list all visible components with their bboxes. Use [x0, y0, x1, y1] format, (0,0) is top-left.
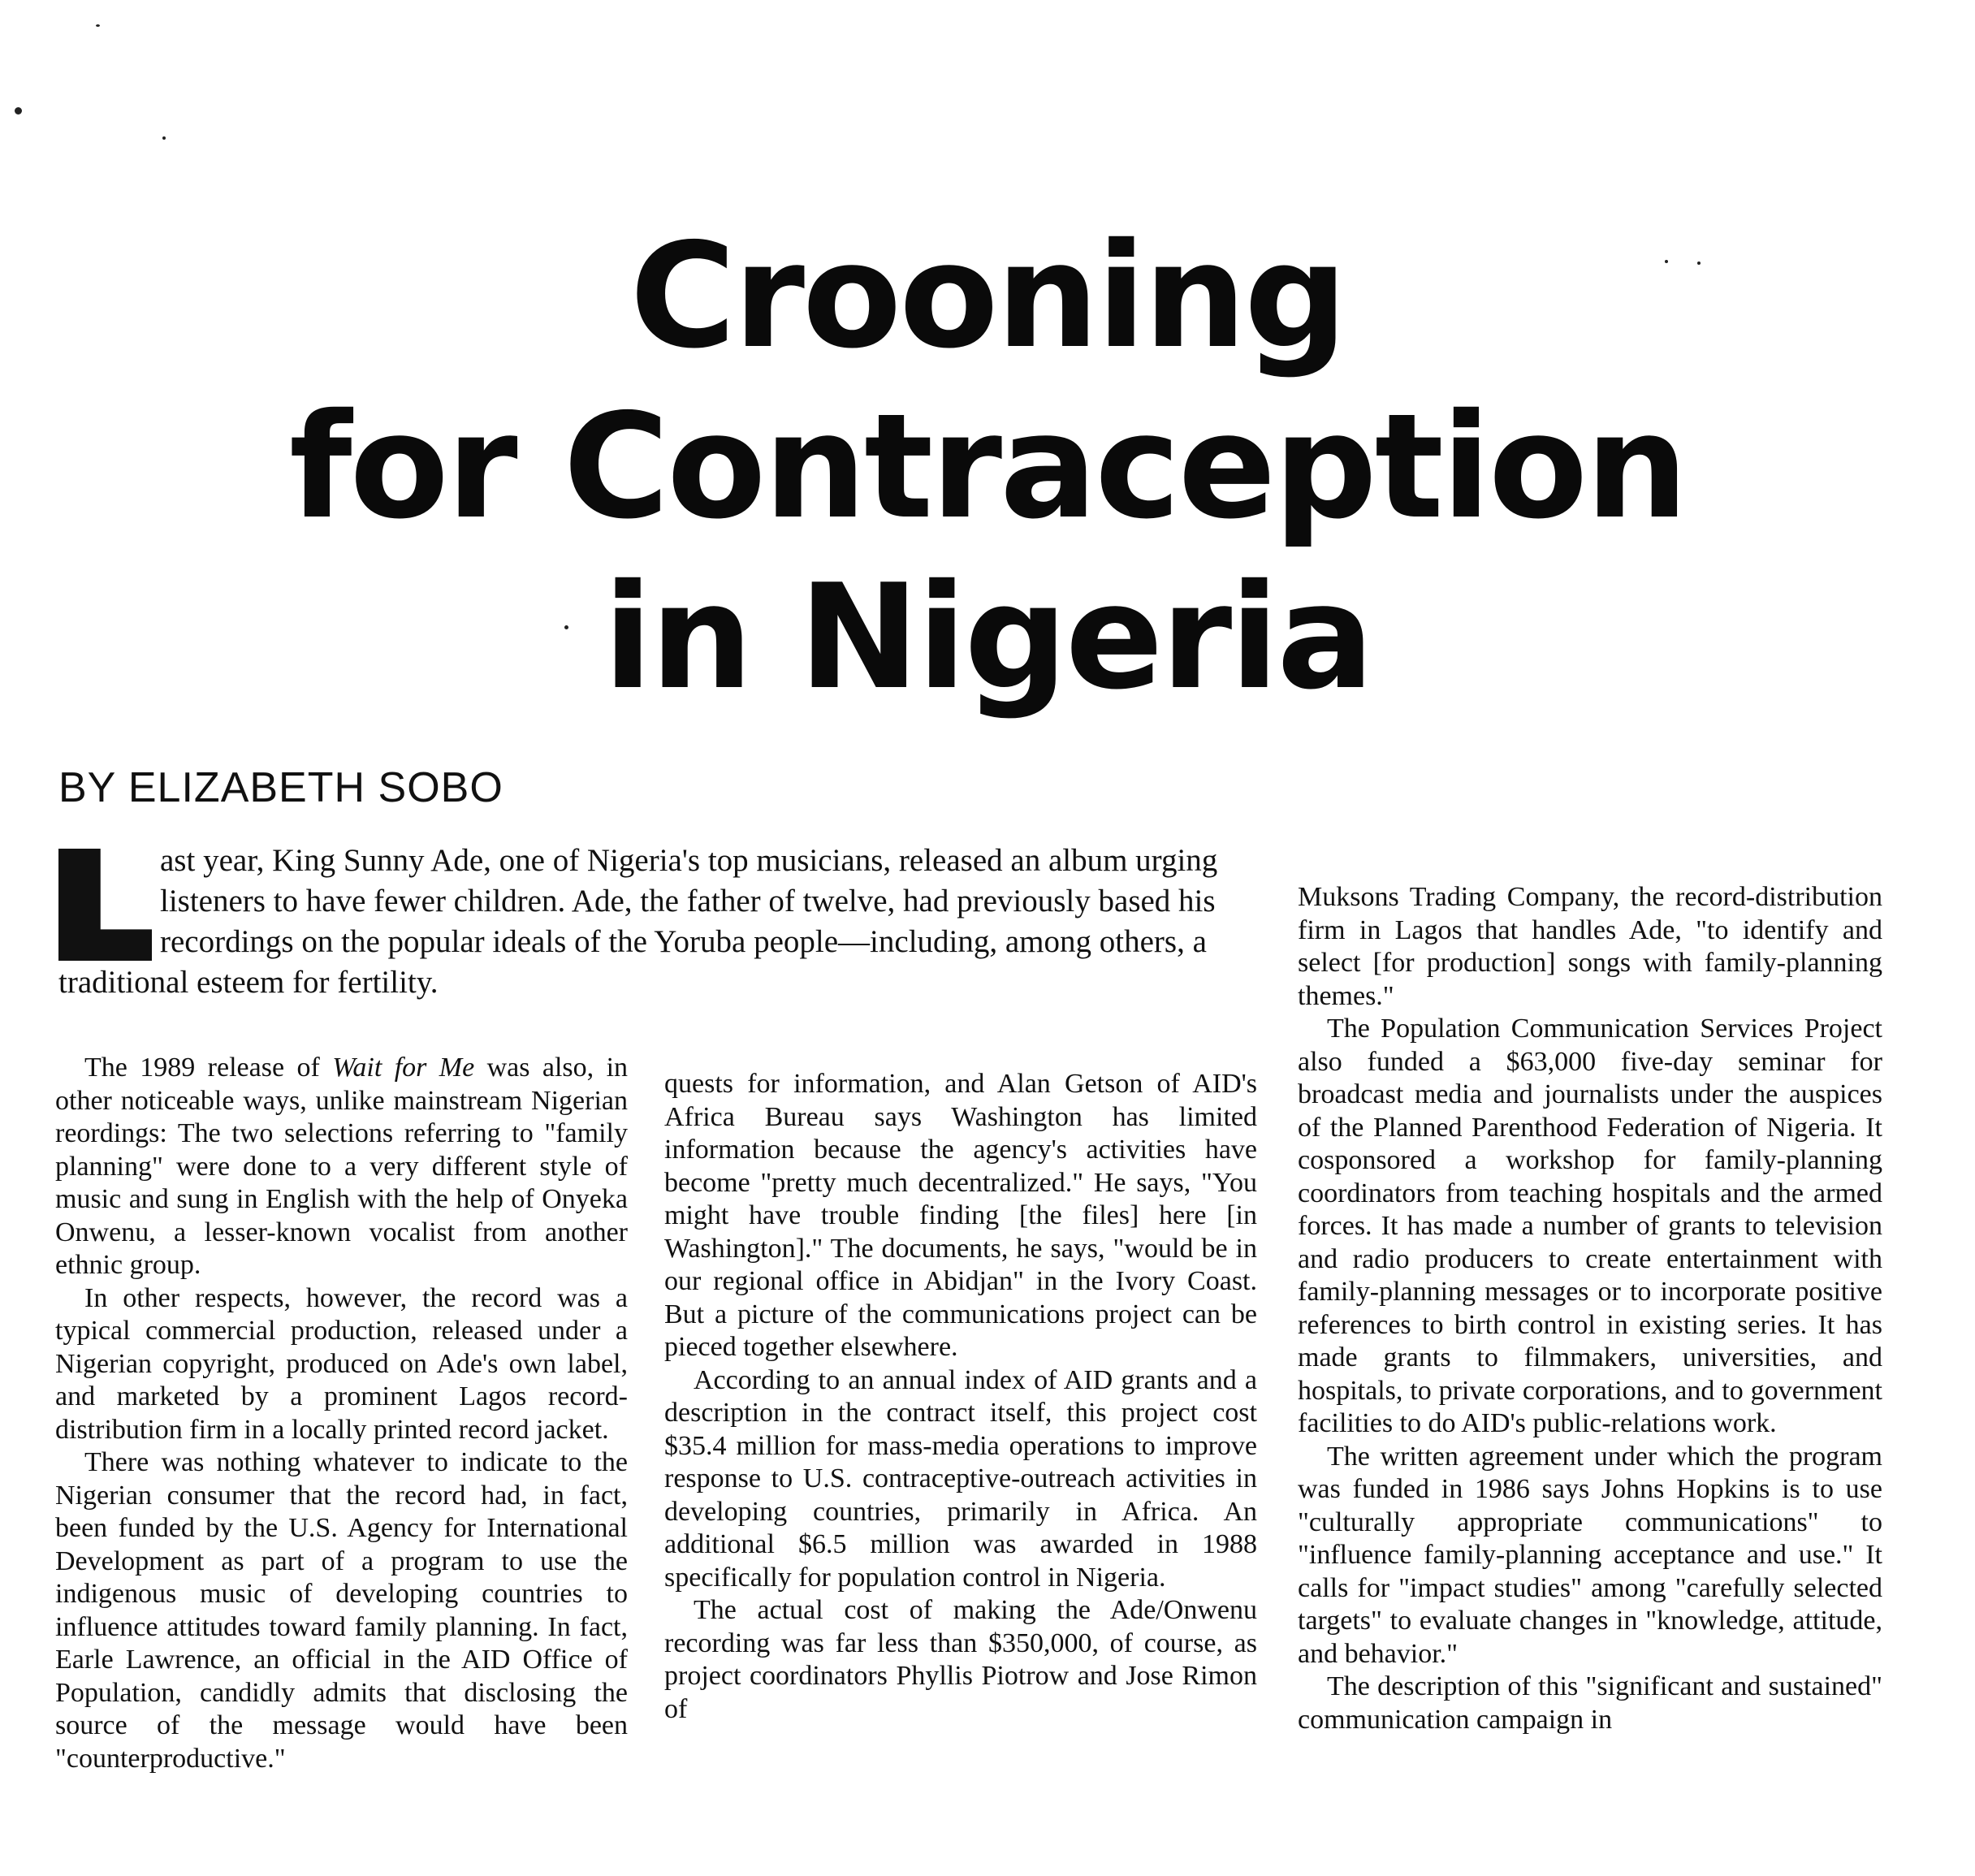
- lede-paragraph: [58, 841, 1268, 1003]
- article-column-3: [1298, 881, 1882, 1736]
- headline-line-2: for Contraception: [289, 383, 1686, 551]
- paragraph: The description of this "significant and sustained" communication campaign in: [1298, 1671, 1882, 1735]
- text-run: The 1989 release of: [84, 1053, 333, 1083]
- article-headline: [0, 211, 1975, 723]
- paragraph: There was nothing whatever to indicate to the Nigerian consumer that the record had, in fact, been funded by the U.S. Agency for International Development as part of a program to use the indigenous music of developing countries to influence attitudes toward family planning. In fact, Earle Lawrence, an official in the AID Office of Population, candidly admits that disclosing the source of the message would have been "counterproductive.": [55, 1447, 628, 1774]
- paragraph: [55, 1052, 628, 1282]
- text-run: was also, in other noticeable ways, unlike mainstream Nigerian reordings: The two selections referring to "family planning" were done to a very different style of music and sung in English with the help of Onyeka Onwenu, a lesser-known vocalist from another ethnic group.: [55, 1053, 629, 1280]
- paragraph: In other respects, however, the record was a typical commercial production, released under a Nigerian copyright, produced on Ade's own label, and marketed by a prominent Lagos record-distribution firm in a locally printed record jacket.: [55, 1282, 628, 1445]
- paragraph: quests for information, and Alan Getson of AID's Africa Bureau says Washington has limited information because the agency's activities have become "pretty much decentralized." He says, "You might have trouble finding [the files] here [in Washington]." The documents, he says, "would be in our regional office in Abidjan" in the Ivory Coast. But a picture of the communications project can be pieced together elsewhere.: [664, 1069, 1257, 1362]
- scan-speck: [96, 24, 100, 27]
- headline-line-1: Crooning: [629, 212, 1346, 380]
- scan-speck: [15, 107, 22, 115]
- paragraph: According to an annual index of AID grants and a description in the contract itself, this project cost $35.4 million for mass-media operations to improve response to U.S. contraceptive-outreach activities in developing countries, primarily in Africa. An additional $6.5 million was awarded in 1988 specifically for population control in Nigeria.: [664, 1364, 1257, 1593]
- paragraph: Muksons Trading Company, the record-distribution firm in Lagos that handles Ade, "to identify and select [for production] songs with family-planning themes.": [1298, 882, 1882, 1011]
- byline: BY ELIZABETH SOBO: [58, 764, 503, 811]
- headline-line-3: in Nigeria: [603, 553, 1372, 721]
- album-title: Wait for Me: [332, 1053, 475, 1083]
- article-column-1: [55, 1052, 628, 1775]
- article-column-2: [664, 1068, 1257, 1726]
- paragraph: The written agreement under which the program was funded in 1986 says Johns Hopkins is to use "culturally appropriate communications" to "influence family-planning acceptance and use." It calls for "impact studies" among "carefully selected targets" to evaluate changes in "knowledge, attitude, and behavior.": [1298, 1441, 1882, 1669]
- paragraph: The actual cost of making the Ade/Onwenu recording was far less than $350,000, of course, as project coordinators Phyllis Piotrow and Jose Rimon of: [664, 1595, 1257, 1724]
- scan-speck: [162, 136, 166, 140]
- lede-text: ast year, King Sunny Ade, one of Nigeria's top musicians, released an album urging listeners to have fewer children. Ade, the father of twelve, had previously based his recordings on the popular ideals of the Yoruba people—including, among others, a traditional esteem for fertility.: [58, 843, 1218, 1000]
- paragraph: The Population Communication Services Project also funded a $63,000 five-day seminar for broadcast media and journalists under the auspices of the Planned Parenthood Federation of Nigeria. It cosponsored a workshop for family-planning coordinators from teaching hospitals and the armed forces. It has made a number of grants to television and radio producers to create entertainment with family-planning messages or to incorporate positive references to birth control in existing series. It has made grants to filmmakers, universities, and hospitals, to private corporations, and to government facilities to do AID's public-relations work.: [1298, 1014, 1882, 1438]
- drop-cap: [58, 849, 152, 961]
